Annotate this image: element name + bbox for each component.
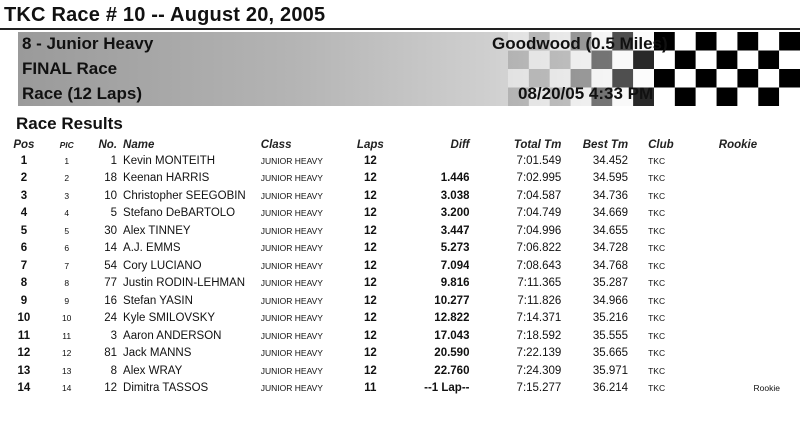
cell-total-time: 7:11.826	[517, 294, 562, 307]
checker-square	[737, 32, 758, 51]
cell-club: TKC	[648, 348, 666, 359]
checker-square	[654, 69, 675, 88]
cell-best-time: 35.555	[592, 329, 629, 342]
cell-pic: 8	[64, 278, 70, 289]
checker-square	[779, 32, 800, 51]
cell-laps: 12	[363, 312, 377, 325]
cell-pos: 5	[20, 224, 28, 237]
cell-club: TKC	[648, 313, 666, 324]
checker-square	[758, 51, 779, 70]
cell-class: JUNIOR HEAVY	[260, 155, 323, 166]
table-row	[2, 327, 792, 345]
cell-pic: 5	[64, 225, 70, 236]
cell-pic: 12	[61, 348, 72, 359]
col-header-rookie: Rookie	[718, 139, 758, 151]
cell-class: JUNIOR HEAVY	[260, 295, 323, 306]
table-row	[2, 275, 792, 293]
cell-class: JUNIOR HEAVY	[260, 243, 323, 254]
cell-laps: 12	[363, 347, 377, 360]
col-header-pic: PIC	[59, 140, 74, 150]
cell-best-time: 34.595	[592, 172, 629, 185]
cell-diff: 1.446	[440, 172, 470, 185]
checker-square	[737, 51, 758, 70]
cell-pos: 13	[17, 364, 31, 377]
checker-square	[717, 69, 738, 88]
cell-pos: 6	[20, 242, 28, 255]
cell-number: 3	[110, 329, 118, 342]
cell-total-time: 7:24.309	[516, 364, 562, 377]
checker-square	[758, 32, 779, 51]
cell-total-time: 7:14.371	[516, 312, 562, 325]
cell-pos: 1	[20, 154, 28, 167]
cell-driver-name: Kyle SMILOVSKY	[123, 312, 216, 325]
cell-club: TKC	[648, 330, 666, 341]
cell-diff: 7.094	[440, 259, 470, 272]
cell-best-time: 35.216	[592, 312, 629, 325]
race-datetime: 08/20/05 4:33 PM	[518, 84, 654, 103]
cell-total-time: 7:04.749	[516, 207, 562, 220]
cell-pos: 10	[17, 312, 31, 325]
checker-square	[779, 69, 800, 88]
cell-pic: 10	[61, 313, 72, 324]
cell-club: TKC	[648, 173, 666, 184]
cell-rookie	[696, 187, 792, 205]
col-header-diff: Diff	[450, 139, 470, 151]
cell-pic: 11	[62, 330, 72, 341]
cell-diff: 10.277	[434, 294, 470, 307]
cell-rookie	[696, 292, 792, 310]
table-row	[2, 222, 792, 240]
cell-driver-name: Jack MANNS	[123, 347, 192, 360]
table-header-row	[2, 138, 792, 152]
cell-rookie	[696, 240, 792, 258]
event-name: 8 - Junior Heavy	[22, 34, 154, 53]
cell-rookie	[696, 310, 792, 328]
cell-club: TKC	[648, 295, 666, 306]
cell-pic: 13	[61, 365, 72, 376]
cell-diff	[396, 152, 469, 170]
cell-driver-name: Stefano DeBARTOLO	[123, 207, 236, 220]
checker-square	[758, 69, 779, 88]
cell-pic: 7	[64, 260, 70, 271]
cell-class: JUNIOR HEAVY	[260, 260, 323, 271]
cell-driver-name: Alex WRAY	[123, 364, 183, 377]
cell-club: TKC	[648, 278, 666, 289]
race-banner	[18, 32, 800, 106]
table-row	[2, 345, 792, 363]
checker-square	[696, 32, 717, 51]
cell-laps: 12	[363, 259, 377, 272]
cell-class: JUNIOR HEAVY	[260, 278, 323, 289]
cell-pos: 12	[17, 347, 31, 360]
cell-laps: 11	[364, 382, 377, 395]
report-title: TKC Race # 10 -- August 20, 2005	[4, 4, 326, 26]
cell-pos: 8	[20, 277, 28, 290]
cell-rookie	[696, 152, 792, 170]
cell-best-time: 34.728	[592, 242, 629, 255]
cell-driver-name: Cory LUCIANO	[123, 259, 202, 272]
cell-number: 18	[104, 172, 118, 185]
cell-club: TKC	[648, 383, 666, 394]
cell-rookie	[696, 345, 792, 363]
checker-square	[717, 32, 738, 51]
cell-rookie	[696, 205, 792, 223]
results-body	[2, 152, 792, 397]
cell-pos: 11	[17, 329, 30, 342]
cell-driver-name: Stefan YASIN	[123, 294, 193, 307]
cell-best-time: 35.665	[592, 347, 629, 360]
cell-club: TKC	[648, 155, 666, 166]
cell-total-time: 7:15.277	[516, 382, 562, 395]
cell-pic: 14	[61, 383, 72, 394]
cell-rookie	[696, 257, 792, 275]
cell-number: 8	[110, 364, 118, 377]
cell-class: JUNIOR HEAVY	[260, 383, 323, 394]
cell-class: JUNIOR HEAVY	[260, 225, 323, 236]
cell-best-time: 36.214	[592, 382, 629, 395]
cell-club: TKC	[648, 208, 666, 219]
cell-pic: 9	[64, 295, 70, 306]
cell-diff: 12.822	[434, 312, 470, 325]
table-row	[2, 170, 792, 188]
cell-club: TKC	[648, 243, 666, 254]
col-header-club: Club	[648, 139, 674, 151]
table-row	[2, 187, 792, 205]
cell-number: 10	[104, 189, 118, 202]
checker-square	[696, 88, 717, 107]
cell-rookie	[696, 222, 792, 240]
cell-diff: 9.816	[440, 277, 470, 290]
cell-diff: 22.760	[434, 364, 470, 377]
checker-square	[696, 51, 717, 70]
cell-rookie	[696, 275, 792, 293]
cell-class: JUNIOR HEAVY	[260, 330, 323, 341]
table-row	[2, 152, 792, 170]
cell-number: 12	[104, 382, 118, 395]
cell-laps: 12	[363, 277, 377, 290]
cell-pos: 7	[20, 259, 28, 272]
cell-laps: 12	[363, 364, 377, 377]
checker-square	[654, 88, 675, 107]
table-row	[2, 257, 792, 275]
cell-total-time: 7:11.365	[517, 277, 562, 290]
cell-diff: 3.200	[440, 207, 470, 220]
cell-diff: 20.590	[434, 347, 470, 360]
cell-diff: 17.043	[434, 329, 470, 342]
cell-diff: --1 Lap--	[424, 382, 470, 395]
cell-pos: 4	[20, 207, 28, 220]
cell-class: JUNIOR HEAVY	[260, 348, 323, 359]
cell-diff: 3.038	[440, 189, 470, 202]
table-row	[2, 240, 792, 258]
cell-number: 16	[104, 294, 118, 307]
cell-pic: 2	[64, 173, 70, 184]
cell-diff: 5.273	[440, 242, 470, 255]
cell-best-time: 34.966	[592, 294, 629, 307]
cell-total-time: 7:04.587	[516, 189, 562, 202]
cell-best-time: 34.736	[592, 189, 629, 202]
table-row	[2, 292, 792, 310]
cell-class: JUNIOR HEAVY	[260, 313, 323, 324]
cell-driver-name: Keenan HARRIS	[123, 172, 210, 185]
checker-square	[737, 69, 758, 88]
cell-number: 5	[110, 207, 118, 220]
cell-number: 14	[104, 242, 118, 255]
cell-class: JUNIOR HEAVY	[260, 190, 323, 201]
cell-diff: 3.447	[440, 224, 470, 237]
cell-pic: 3	[64, 190, 70, 201]
checker-square	[717, 88, 738, 107]
checker-square	[675, 69, 696, 88]
table-row	[2, 310, 792, 328]
track-name: Goodwood (0.5 Miles)	[492, 34, 668, 53]
cell-laps: 12	[363, 172, 377, 185]
cell-best-time: 35.971	[592, 364, 629, 377]
cell-club: TKC	[648, 190, 666, 201]
cell-pic: 6	[64, 243, 70, 254]
cell-driver-name: Dimitra TASSOS	[123, 382, 209, 395]
checker-square	[779, 88, 800, 107]
cell-rookie	[696, 362, 792, 380]
col-header-laps: Laps	[356, 139, 384, 151]
checker-square	[758, 88, 779, 107]
cell-driver-name: A.J. EMMS	[123, 242, 181, 255]
checker-square	[717, 51, 738, 70]
cell-total-time: 7:02.995	[516, 172, 562, 185]
cell-total-time: 7:01.549	[516, 154, 562, 167]
col-header-class: Class	[260, 139, 292, 151]
checker-square	[779, 51, 800, 70]
table-row	[2, 362, 792, 380]
col-header-no: No.	[98, 139, 118, 151]
cell-number: 30	[104, 224, 118, 237]
cell-best-time: 34.768	[592, 259, 629, 272]
cell-driver-name: Aaron ANDERSON	[123, 329, 222, 342]
col-header-pos: Pos	[13, 139, 35, 151]
col-header-total-time: Total Tm	[513, 139, 562, 151]
cell-rookie	[696, 327, 792, 345]
cell-driver-name: Alex TINNEY	[123, 224, 191, 237]
cell-laps: 12	[363, 224, 377, 237]
cell-number: 77	[104, 277, 118, 290]
race-laps: Race (12 Laps)	[22, 84, 142, 103]
cell-laps: 12	[363, 189, 377, 202]
cell-laps: 12	[363, 207, 377, 220]
cell-pos: 9	[20, 294, 28, 307]
section-title: Race Results	[16, 114, 123, 133]
cell-laps: 12	[363, 329, 377, 342]
checker-square	[737, 88, 758, 107]
cell-laps: 12	[363, 294, 377, 307]
cell-club: TKC	[648, 260, 666, 271]
cell-number: 1	[110, 154, 118, 167]
title-divider	[0, 28, 800, 30]
cell-class: JUNIOR HEAVY	[260, 208, 323, 219]
cell-driver-name: Kevin MONTEITH	[123, 154, 216, 167]
cell-pos: 3	[20, 189, 28, 202]
cell-laps: 12	[363, 154, 377, 167]
cell-rookie	[696, 170, 792, 188]
cell-total-time: 7:08.643	[516, 259, 562, 272]
cell-laps: 12	[363, 242, 377, 255]
cell-total-time: 7:06.822	[516, 242, 562, 255]
cell-best-time: 34.452	[592, 154, 629, 167]
checker-square	[675, 88, 696, 107]
cell-total-time: 7:22.139	[516, 347, 562, 360]
cell-pos: 14	[17, 382, 31, 395]
col-header-best-time: Best Tm	[582, 139, 629, 151]
table-row	[2, 380, 792, 398]
cell-number: 24	[104, 312, 118, 325]
cell-total-time: 7:04.996	[516, 224, 562, 237]
cell-club: TKC	[648, 365, 666, 376]
cell-best-time: 35.287	[592, 277, 629, 290]
checker-square	[675, 51, 696, 70]
cell-pic: 4	[64, 208, 70, 219]
cell-rookie: Rookie	[753, 383, 780, 394]
cell-number: 54	[104, 259, 118, 272]
cell-total-time: 7:18.592	[516, 329, 562, 342]
cell-number: 81	[104, 347, 118, 360]
cell-driver-name: Justin RODIN-LEHMAN	[123, 277, 246, 290]
checker-square	[696, 69, 717, 88]
race-type: FINAL Race	[22, 59, 118, 78]
results-table	[2, 138, 792, 397]
table-row	[2, 205, 792, 223]
col-header-name: Name	[123, 139, 155, 151]
cell-club: TKC	[648, 225, 666, 236]
checker-square	[675, 32, 696, 51]
cell-class: JUNIOR HEAVY	[260, 173, 323, 184]
cell-best-time: 34.669	[592, 207, 629, 220]
cell-pos: 2	[20, 172, 28, 185]
cell-best-time: 34.655	[592, 224, 629, 237]
cell-class: JUNIOR HEAVY	[260, 365, 323, 376]
cell-driver-name: Christopher SEEGOBIN	[123, 189, 246, 202]
cell-pic: 1	[64, 155, 70, 166]
